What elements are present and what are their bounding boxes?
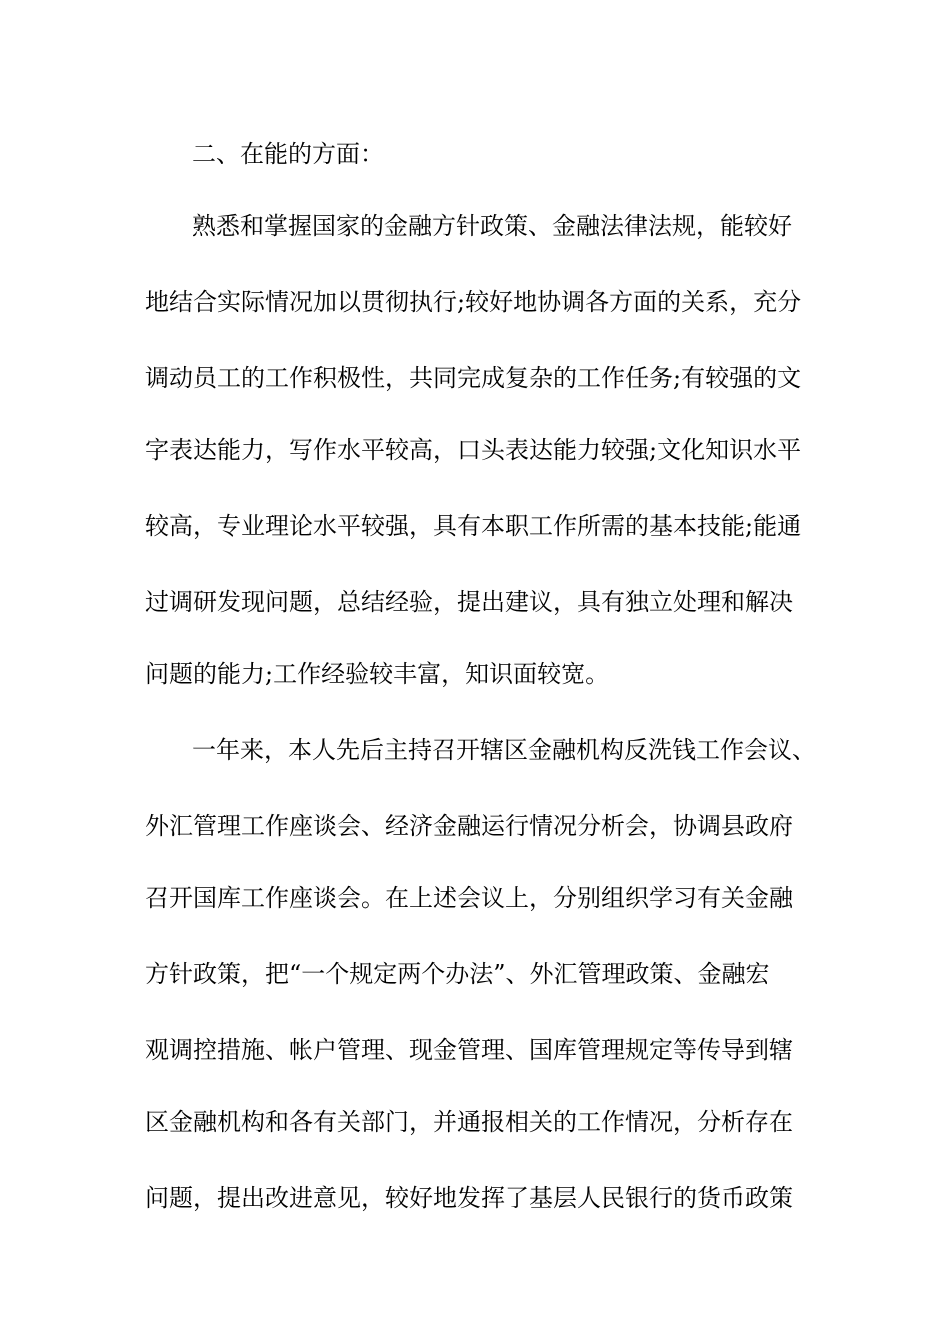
paragraph-line: 问题，提出改进意见，较好地发挥了基层人民银行的货币政策: [145, 1184, 793, 1212]
paragraph-line: 问题的能力;工作经验较丰富，知识面较宽。: [145, 660, 610, 688]
paragraph-line: 召开国库工作座谈会。在上述会议上，分别组织学习有关金融: [145, 884, 793, 912]
paragraph-line: 调动员工的工作积极性，共同完成复杂的工作任务;有较强的文: [145, 364, 802, 392]
paragraph-line: 地结合实际情况加以贯彻执行;较好地协调各方面的关系，充分: [145, 288, 802, 316]
paragraph-line: 较高，专业理论水平较强，具有本职工作所需的基本技能;能通: [145, 512, 802, 540]
paragraph-line: 熟悉和掌握国家的金融方针政策、金融法律法规，能较好: [192, 212, 792, 240]
paragraph-line: 过调研发现问题，总结经验，提出建议，具有独立处理和解决: [145, 588, 793, 616]
paragraph-line: 观调控措施、帐户管理、现金管理、国库管理规定等传导到辖: [145, 1036, 793, 1064]
paragraph-line: 方针政策，把“一个规定两个办法”、外汇管理政策、金融宏: [145, 960, 770, 988]
paragraph-line: 区金融机构和各有关部门，并通报相关的工作情况，分析存在: [145, 1108, 793, 1136]
paragraph-line: 一年来，本人先后主持召开辖区金融机构反洗钱工作会议、: [192, 736, 816, 764]
paragraph-line: 外汇管理工作座谈会、经济金融运行情况分析会，协调县政府: [145, 812, 793, 840]
paragraph-line: 字表达能力，写作水平较高，口头表达能力较强;文化知识水平: [145, 436, 802, 464]
section-heading: 二、在能的方面：: [192, 140, 384, 168]
